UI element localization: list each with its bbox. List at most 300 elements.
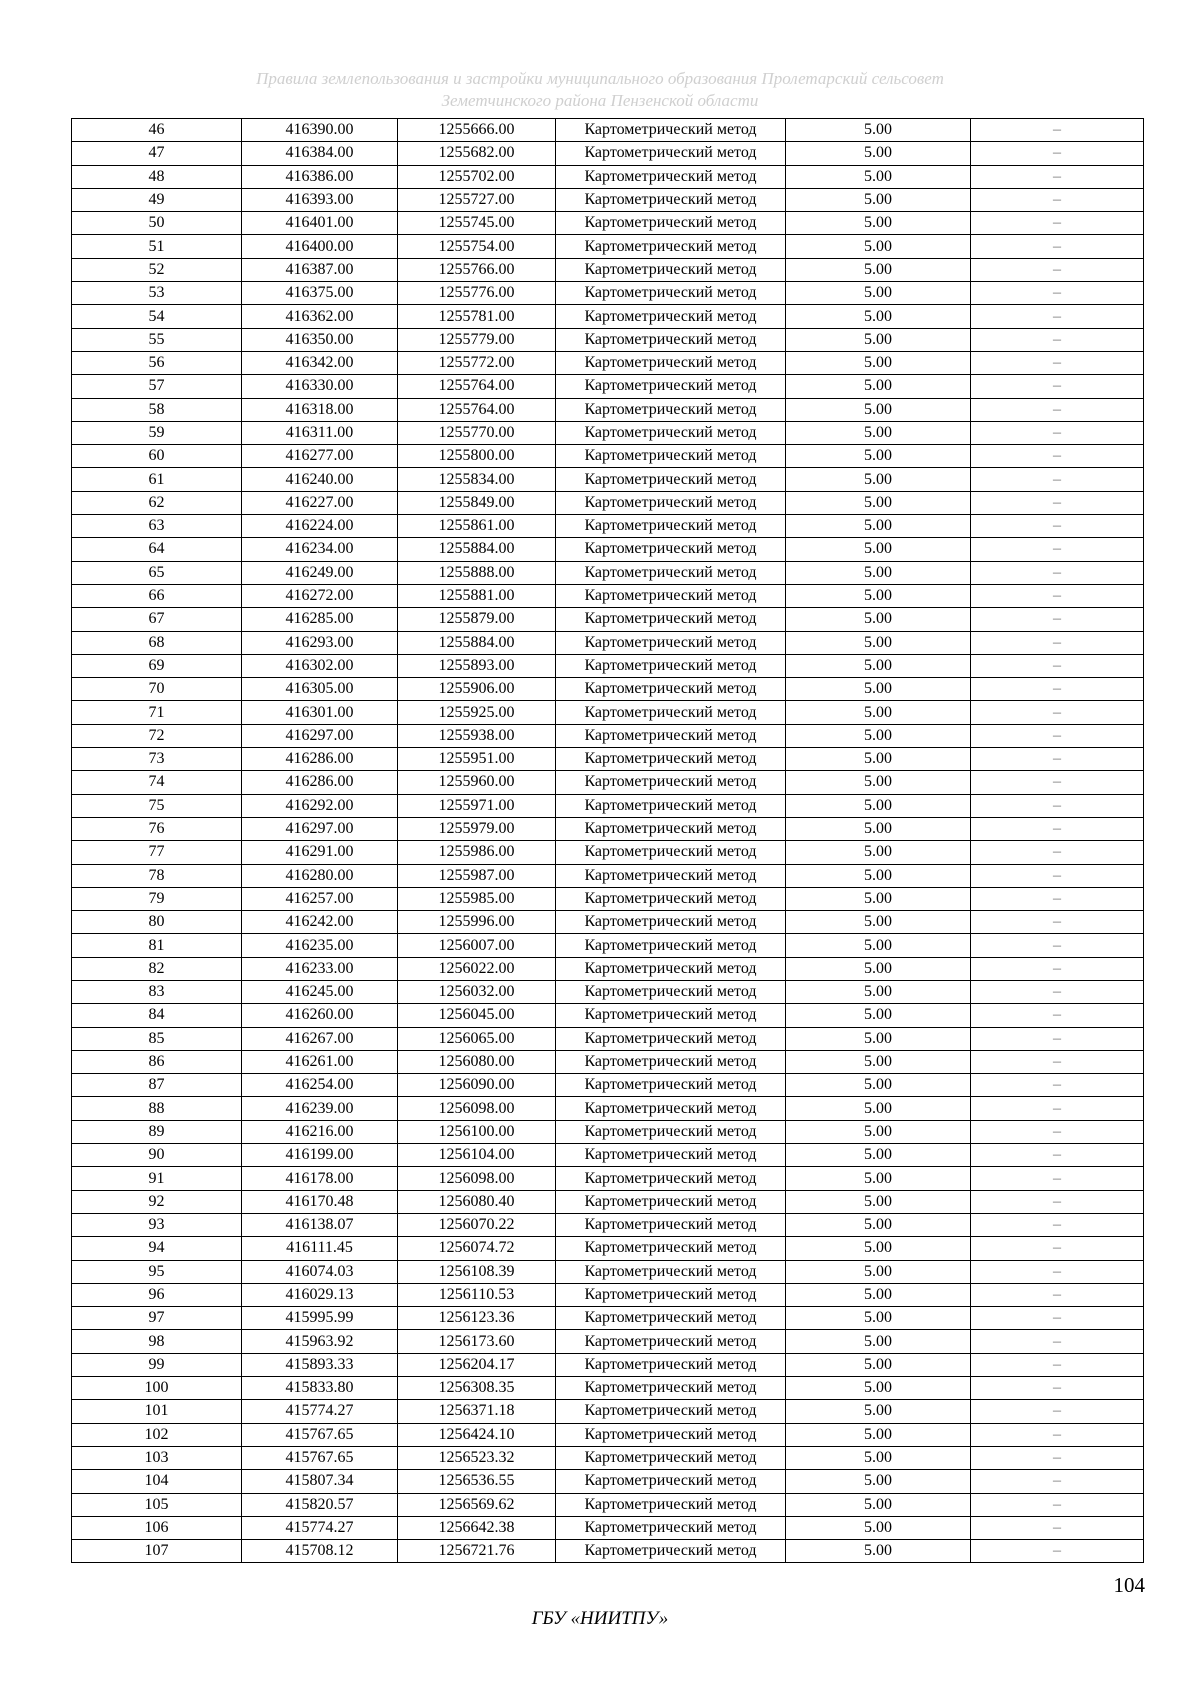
y-coordinate-cell: 1255779.00	[398, 328, 556, 351]
note-cell: –	[971, 608, 1144, 631]
table-row	[72, 771, 1144, 794]
method-cell: Картометрический метод	[556, 1144, 786, 1167]
accuracy-cell: 5.00	[786, 1446, 971, 1469]
table-row	[72, 1027, 1144, 1050]
accuracy-cell: 5.00	[786, 468, 971, 491]
x-coordinate-cell: 416138.07	[242, 1213, 398, 1236]
y-coordinate-cell: 1256045.00	[398, 1004, 556, 1027]
x-coordinate-cell: 416311.00	[242, 421, 398, 444]
method-cell: Картометрический метод	[556, 398, 786, 421]
accuracy-cell: 5.00	[786, 235, 971, 258]
method-cell: Картометрический метод	[556, 351, 786, 374]
x-coordinate-cell: 416267.00	[242, 1027, 398, 1050]
method-cell: Картометрический метод	[556, 1400, 786, 1423]
table-row	[72, 817, 1144, 840]
method-cell: Картометрический метод	[556, 1516, 786, 1539]
x-coordinate-cell: 416257.00	[242, 887, 398, 910]
x-coordinate-cell: 416216.00	[242, 1120, 398, 1143]
table-row	[72, 1213, 1144, 1236]
method-cell: Картометрический метод	[556, 1050, 786, 1073]
point-number-cell: 48	[72, 165, 242, 188]
x-coordinate-cell: 416178.00	[242, 1167, 398, 1190]
y-coordinate-cell: 1256007.00	[398, 934, 556, 957]
note-cell: –	[971, 1120, 1144, 1143]
point-number-cell: 53	[72, 282, 242, 305]
y-coordinate-cell: 1255996.00	[398, 911, 556, 934]
x-coordinate-cell: 415995.99	[242, 1307, 398, 1330]
method-cell: Картометрический метод	[556, 1423, 786, 1446]
x-coordinate-cell: 416261.00	[242, 1050, 398, 1073]
note-cell: –	[971, 375, 1144, 398]
y-coordinate-cell: 1256098.00	[398, 1167, 556, 1190]
accuracy-cell: 5.00	[786, 748, 971, 771]
point-number-cell: 98	[72, 1330, 242, 1353]
point-number-cell: 96	[72, 1283, 242, 1306]
point-number-cell: 57	[72, 375, 242, 398]
y-coordinate-cell: 1255727.00	[398, 188, 556, 211]
y-coordinate-cell: 1255764.00	[398, 375, 556, 398]
accuracy-cell: 5.00	[786, 1353, 971, 1376]
accuracy-cell: 5.00	[786, 421, 971, 444]
note-cell: –	[971, 771, 1144, 794]
table-row	[72, 1540, 1144, 1563]
y-coordinate-cell: 1256065.00	[398, 1027, 556, 1050]
page-number: 104	[1113, 1573, 1145, 1597]
table-row	[72, 119, 1144, 142]
table-row	[72, 398, 1144, 421]
note-cell: –	[971, 212, 1144, 235]
page-header-line-1: Правила землепользования и застройки муниципального образования Пролетарский сельсовет	[256, 69, 944, 88]
point-number-cell: 84	[72, 1004, 242, 1027]
y-coordinate-cell: 1255938.00	[398, 724, 556, 747]
accuracy-cell: 5.00	[786, 1400, 971, 1423]
method-cell: Картометрический метод	[556, 282, 786, 305]
accuracy-cell: 5.00	[786, 887, 971, 910]
table-row	[72, 351, 1144, 374]
x-coordinate-cell: 416254.00	[242, 1074, 398, 1097]
y-coordinate-cell: 1255834.00	[398, 468, 556, 491]
point-number-cell: 49	[72, 188, 242, 211]
method-cell: Картометрический метод	[556, 701, 786, 724]
accuracy-cell: 5.00	[786, 1260, 971, 1283]
y-coordinate-cell: 1256080.40	[398, 1190, 556, 1213]
accuracy-cell: 5.00	[786, 561, 971, 584]
method-cell: Картометрический метод	[556, 1190, 786, 1213]
note-cell: –	[971, 188, 1144, 211]
note-cell: –	[971, 328, 1144, 351]
note-cell: –	[971, 1237, 1144, 1260]
accuracy-cell: 5.00	[786, 817, 971, 840]
point-number-cell: 82	[72, 957, 242, 980]
table-row	[72, 1074, 1144, 1097]
note-cell: –	[971, 1423, 1144, 1446]
y-coordinate-cell: 1256523.32	[398, 1446, 556, 1469]
point-number-cell: 97	[72, 1307, 242, 1330]
x-coordinate-cell: 416350.00	[242, 328, 398, 351]
accuracy-cell: 5.00	[786, 864, 971, 887]
y-coordinate-cell: 1255754.00	[398, 235, 556, 258]
table-row	[72, 701, 1144, 724]
point-number-cell: 99	[72, 1353, 242, 1376]
note-cell: –	[971, 980, 1144, 1003]
point-number-cell: 73	[72, 748, 242, 771]
accuracy-cell: 5.00	[786, 538, 971, 561]
accuracy-cell: 5.00	[786, 654, 971, 677]
method-cell: Картометрический метод	[556, 1004, 786, 1027]
x-coordinate-cell: 416260.00	[242, 1004, 398, 1027]
table-row	[72, 1167, 1144, 1190]
y-coordinate-cell: 1255951.00	[398, 748, 556, 771]
point-number-cell: 58	[72, 398, 242, 421]
accuracy-cell: 5.00	[786, 1330, 971, 1353]
method-cell: Картометрический метод	[556, 771, 786, 794]
method-cell: Картометрический метод	[556, 887, 786, 910]
x-coordinate-cell: 416227.00	[242, 491, 398, 514]
table-row	[72, 1004, 1144, 1027]
note-cell: –	[971, 1470, 1144, 1493]
point-number-cell: 102	[72, 1423, 242, 1446]
method-cell: Картометрический метод	[556, 817, 786, 840]
y-coordinate-cell: 1256642.38	[398, 1516, 556, 1539]
point-number-cell: 55	[72, 328, 242, 351]
accuracy-cell: 5.00	[786, 212, 971, 235]
note-cell: –	[971, 887, 1144, 910]
method-cell: Картометрический метод	[556, 305, 786, 328]
y-coordinate-cell: 1256074.72	[398, 1237, 556, 1260]
x-coordinate-cell: 416286.00	[242, 748, 398, 771]
table-row	[72, 188, 1144, 211]
method-cell: Картометрический метод	[556, 1540, 786, 1563]
note-cell: –	[971, 1400, 1144, 1423]
accuracy-cell: 5.00	[786, 957, 971, 980]
method-cell: Картометрический метод	[556, 1167, 786, 1190]
point-number-cell: 95	[72, 1260, 242, 1283]
method-cell: Картометрический метод	[556, 724, 786, 747]
y-coordinate-cell: 1256424.10	[398, 1423, 556, 1446]
x-coordinate-cell: 416286.00	[242, 771, 398, 794]
method-cell: Картометрический метод	[556, 864, 786, 887]
x-coordinate-cell: 416305.00	[242, 678, 398, 701]
accuracy-cell: 5.00	[786, 608, 971, 631]
y-coordinate-cell: 1256104.00	[398, 1144, 556, 1167]
table-row	[72, 1190, 1144, 1213]
method-cell: Картометрический метод	[556, 608, 786, 631]
note-cell: –	[971, 1377, 1144, 1400]
y-coordinate-cell: 1255906.00	[398, 678, 556, 701]
x-coordinate-cell: 416390.00	[242, 119, 398, 142]
method-cell: Картометрический метод	[556, 561, 786, 584]
note-cell: –	[971, 1307, 1144, 1330]
accuracy-cell: 5.00	[786, 1144, 971, 1167]
point-number-cell: 69	[72, 654, 242, 677]
accuracy-cell: 5.00	[786, 375, 971, 398]
note-cell: –	[971, 911, 1144, 934]
y-coordinate-cell: 1255861.00	[398, 515, 556, 538]
y-coordinate-cell: 1255764.00	[398, 398, 556, 421]
table-row	[72, 911, 1144, 934]
accuracy-cell: 5.00	[786, 1540, 971, 1563]
point-number-cell: 104	[72, 1470, 242, 1493]
point-number-cell: 80	[72, 911, 242, 934]
method-cell: Картометрический метод	[556, 1237, 786, 1260]
y-coordinate-cell: 1255979.00	[398, 817, 556, 840]
table-row	[72, 165, 1144, 188]
method-cell: Картометрический метод	[556, 188, 786, 211]
x-coordinate-cell: 415774.27	[242, 1400, 398, 1423]
y-coordinate-cell: 1256536.55	[398, 1470, 556, 1493]
point-number-cell: 86	[72, 1050, 242, 1073]
note-cell: –	[971, 1190, 1144, 1213]
point-number-cell: 60	[72, 445, 242, 468]
x-coordinate-cell: 416342.00	[242, 351, 398, 374]
x-coordinate-cell: 416384.00	[242, 142, 398, 165]
y-coordinate-cell: 1255971.00	[398, 794, 556, 817]
x-coordinate-cell: 415767.65	[242, 1423, 398, 1446]
method-cell: Картометрический метод	[556, 1470, 786, 1493]
point-number-cell: 85	[72, 1027, 242, 1050]
note-cell: –	[971, 165, 1144, 188]
point-number-cell: 66	[72, 584, 242, 607]
method-cell: Картометрический метод	[556, 748, 786, 771]
note-cell: –	[971, 421, 1144, 444]
y-coordinate-cell: 1256022.00	[398, 957, 556, 980]
note-cell: –	[971, 1097, 1144, 1120]
point-number-cell: 63	[72, 515, 242, 538]
table-row	[72, 142, 1144, 165]
accuracy-cell: 5.00	[786, 584, 971, 607]
point-number-cell: 83	[72, 980, 242, 1003]
x-coordinate-cell: 415963.92	[242, 1330, 398, 1353]
note-cell: –	[971, 258, 1144, 281]
x-coordinate-cell: 416235.00	[242, 934, 398, 957]
x-coordinate-cell: 416111.45	[242, 1237, 398, 1260]
accuracy-cell: 5.00	[786, 724, 971, 747]
note-cell: –	[971, 678, 1144, 701]
note-cell: –	[971, 142, 1144, 165]
point-number-cell: 78	[72, 864, 242, 887]
note-cell: –	[971, 235, 1144, 258]
table-row	[72, 258, 1144, 281]
x-coordinate-cell: 416292.00	[242, 794, 398, 817]
method-cell: Картометрический метод	[556, 1330, 786, 1353]
accuracy-cell: 5.00	[786, 678, 971, 701]
table-row	[72, 678, 1144, 701]
point-number-cell: 52	[72, 258, 242, 281]
y-coordinate-cell: 1256123.36	[398, 1307, 556, 1330]
y-coordinate-cell: 1255745.00	[398, 212, 556, 235]
point-number-cell: 72	[72, 724, 242, 747]
method-cell: Картометрический метод	[556, 1074, 786, 1097]
x-coordinate-cell: 416242.00	[242, 911, 398, 934]
y-coordinate-cell: 1256090.00	[398, 1074, 556, 1097]
y-coordinate-cell: 1255893.00	[398, 654, 556, 677]
point-number-cell: 64	[72, 538, 242, 561]
table-row	[72, 794, 1144, 817]
accuracy-cell: 5.00	[786, 1423, 971, 1446]
table-row	[72, 1330, 1144, 1353]
method-cell: Картометрический метод	[556, 328, 786, 351]
note-cell: –	[971, 724, 1144, 747]
y-coordinate-cell: 1255702.00	[398, 165, 556, 188]
accuracy-cell: 5.00	[786, 328, 971, 351]
method-cell: Картометрический метод	[556, 911, 786, 934]
method-cell: Картометрический метод	[556, 1353, 786, 1376]
y-coordinate-cell: 1256080.00	[398, 1050, 556, 1073]
accuracy-cell: 5.00	[786, 351, 971, 374]
page-footer: ГБУ «НИИТПУ»	[531, 1608, 669, 1629]
y-coordinate-cell: 1255987.00	[398, 864, 556, 887]
method-cell: Картометрический метод	[556, 1260, 786, 1283]
accuracy-cell: 5.00	[786, 1377, 971, 1400]
note-cell: –	[971, 584, 1144, 607]
point-number-cell: 91	[72, 1167, 242, 1190]
x-coordinate-cell: 415767.65	[242, 1446, 398, 1469]
x-coordinate-cell: 415833.80	[242, 1377, 398, 1400]
accuracy-cell: 5.00	[786, 701, 971, 724]
table-row	[72, 654, 1144, 677]
y-coordinate-cell: 1255766.00	[398, 258, 556, 281]
method-cell: Картометрический метод	[556, 1120, 786, 1143]
note-cell: –	[971, 282, 1144, 305]
method-cell: Картометрический метод	[556, 980, 786, 1003]
y-coordinate-cell: 1255884.00	[398, 631, 556, 654]
x-coordinate-cell: 416401.00	[242, 212, 398, 235]
note-cell: –	[971, 491, 1144, 514]
note-cell: –	[971, 1540, 1144, 1563]
note-cell: –	[971, 1330, 1144, 1353]
table-row	[72, 631, 1144, 654]
accuracy-cell: 5.00	[786, 491, 971, 514]
point-number-cell: 65	[72, 561, 242, 584]
accuracy-cell: 5.00	[786, 841, 971, 864]
point-number-cell: 107	[72, 1540, 242, 1563]
point-number-cell: 76	[72, 817, 242, 840]
method-cell: Картометрический метод	[556, 934, 786, 957]
x-coordinate-cell: 416280.00	[242, 864, 398, 887]
table-row	[72, 1237, 1144, 1260]
x-coordinate-cell: 416393.00	[242, 188, 398, 211]
method-cell: Картометрический метод	[556, 584, 786, 607]
accuracy-cell: 5.00	[786, 1307, 971, 1330]
accuracy-cell: 5.00	[786, 1050, 971, 1073]
y-coordinate-cell: 1255985.00	[398, 887, 556, 910]
accuracy-cell: 5.00	[786, 398, 971, 421]
table-row	[72, 282, 1144, 305]
method-cell: Картометрический метод	[556, 258, 786, 281]
accuracy-cell: 5.00	[786, 142, 971, 165]
x-coordinate-cell: 416240.00	[242, 468, 398, 491]
note-cell: –	[971, 654, 1144, 677]
point-number-cell: 67	[72, 608, 242, 631]
y-coordinate-cell: 1256100.00	[398, 1120, 556, 1143]
point-number-cell: 59	[72, 421, 242, 444]
point-number-cell: 81	[72, 934, 242, 957]
accuracy-cell: 5.00	[786, 1074, 971, 1097]
note-cell: –	[971, 1027, 1144, 1050]
x-coordinate-cell: 416234.00	[242, 538, 398, 561]
table-row	[72, 1377, 1144, 1400]
point-number-cell: 71	[72, 701, 242, 724]
note-cell: –	[971, 1353, 1144, 1376]
note-cell: –	[971, 119, 1144, 142]
x-coordinate-cell: 416318.00	[242, 398, 398, 421]
x-coordinate-cell: 416272.00	[242, 584, 398, 607]
note-cell: –	[971, 515, 1144, 538]
table-row	[72, 887, 1144, 910]
y-coordinate-cell: 1255776.00	[398, 282, 556, 305]
x-coordinate-cell: 416245.00	[242, 980, 398, 1003]
accuracy-cell: 5.00	[786, 515, 971, 538]
method-cell: Картометрический метод	[556, 631, 786, 654]
note-cell: –	[971, 701, 1144, 724]
point-number-cell: 89	[72, 1120, 242, 1143]
note-cell: –	[971, 841, 1144, 864]
coordinates-table-body	[72, 119, 1144, 1563]
table-row	[72, 864, 1144, 887]
x-coordinate-cell: 416400.00	[242, 235, 398, 258]
method-cell: Картометрический метод	[556, 421, 786, 444]
point-number-cell: 47	[72, 142, 242, 165]
point-number-cell: 100	[72, 1377, 242, 1400]
note-cell: –	[971, 468, 1144, 491]
accuracy-cell: 5.00	[786, 1470, 971, 1493]
method-cell: Картометрический метод	[556, 491, 786, 514]
method-cell: Картометрический метод	[556, 515, 786, 538]
method-cell: Картометрический метод	[556, 1446, 786, 1469]
accuracy-cell: 5.00	[786, 1237, 971, 1260]
note-cell: –	[971, 748, 1144, 771]
note-cell: –	[971, 1004, 1144, 1027]
table-row	[72, 841, 1144, 864]
method-cell: Картометрический метод	[556, 235, 786, 258]
y-coordinate-cell: 1255849.00	[398, 491, 556, 514]
table-row	[72, 1260, 1144, 1283]
method-cell: Картометрический метод	[556, 375, 786, 398]
table-row	[72, 1120, 1144, 1143]
x-coordinate-cell: 416074.03	[242, 1260, 398, 1283]
note-cell: –	[971, 1144, 1144, 1167]
table-row	[72, 934, 1144, 957]
accuracy-cell: 5.00	[786, 1004, 971, 1027]
point-number-cell: 79	[72, 887, 242, 910]
x-coordinate-cell: 416277.00	[242, 445, 398, 468]
accuracy-cell: 5.00	[786, 911, 971, 934]
x-coordinate-cell: 416386.00	[242, 165, 398, 188]
y-coordinate-cell: 1256108.39	[398, 1260, 556, 1283]
note-cell: –	[971, 1516, 1144, 1539]
table-row	[72, 328, 1144, 351]
point-number-cell: 54	[72, 305, 242, 328]
x-coordinate-cell: 416239.00	[242, 1097, 398, 1120]
method-cell: Картометрический метод	[556, 445, 786, 468]
y-coordinate-cell: 1256110.53	[398, 1283, 556, 1306]
x-coordinate-cell: 416297.00	[242, 817, 398, 840]
note-cell: –	[971, 445, 1144, 468]
table-row	[72, 957, 1144, 980]
accuracy-cell: 5.00	[786, 631, 971, 654]
accuracy-cell: 5.00	[786, 445, 971, 468]
method-cell: Картометрический метод	[556, 538, 786, 561]
method-cell: Картометрический метод	[556, 1097, 786, 1120]
point-number-cell: 61	[72, 468, 242, 491]
x-coordinate-cell: 415820.57	[242, 1493, 398, 1516]
y-coordinate-cell: 1256173.60	[398, 1330, 556, 1353]
x-coordinate-cell: 416293.00	[242, 631, 398, 654]
table-row	[72, 748, 1144, 771]
note-cell: –	[971, 351, 1144, 374]
table-row	[72, 1446, 1144, 1469]
method-cell: Картометрический метод	[556, 841, 786, 864]
